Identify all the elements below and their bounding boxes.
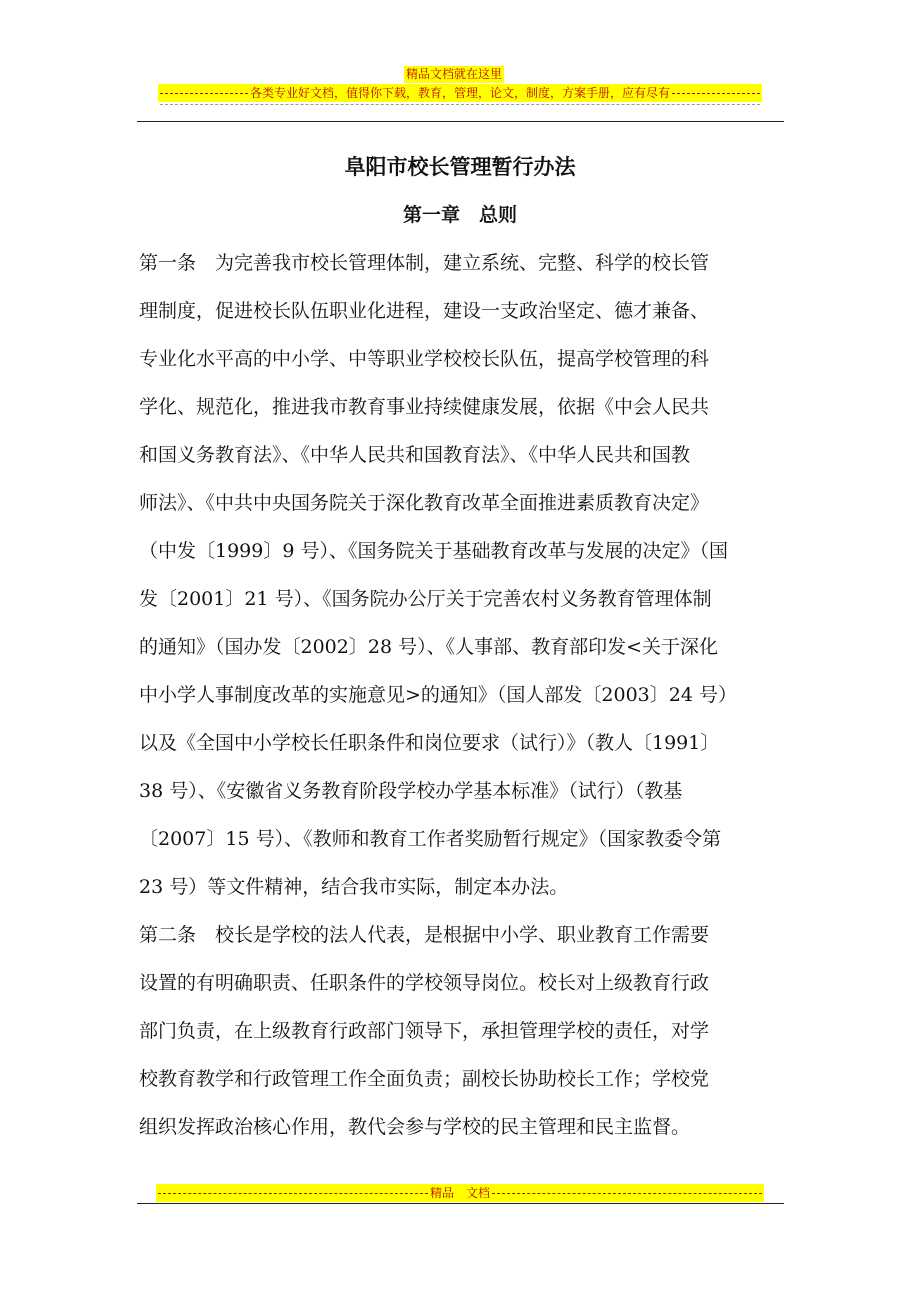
article-line: 第二条 校长是学校的法人代表，是根据中小学、职业教育工作需要 [139, 924, 710, 946]
footer-text: 精品 文档 [430, 1186, 491, 1200]
article-line: 38 号）、《安徽省义务教育阶段学校办学基本标准》（试行）（教基 [139, 780, 683, 802]
article-line: 专业化水平高的中小学、中等职业学校校长队伍，提高学校管理的科 [139, 348, 710, 370]
article-line: 设置的有明确职责、任职条件的学校领导岗位。校长对上级教育行政 [139, 972, 710, 994]
header-rule [137, 121, 784, 122]
footer-dash-right [492, 1193, 762, 1194]
article-2 [139, 920, 785, 1160]
footer-rule [137, 1203, 784, 1204]
footer-banner [156, 1184, 764, 1202]
article-line: 学化、规范化，推进我市教育事业持续健康发展，依据《中会人民共 [139, 396, 710, 418]
article-line: 理制度，促进校长队伍职业化进程，建设一支政治坚定、德才兼备、 [139, 300, 710, 322]
document-title: 阜阳市校长管理暂行办法 [344, 154, 576, 179]
banner-dash-left [160, 93, 248, 94]
article-line: 〔2007〕15 号）、《教师和教育工作者奖励暂行规定》（国家教委令第 [139, 828, 722, 850]
header-dashed-divider [160, 104, 760, 105]
footer-dash-left [158, 1193, 428, 1194]
chapter-heading: 第一章 总则 [402, 204, 517, 226]
article-line: 中小学人事制度改革的实施意见>的通知》（国人部发〔2003〕24 号） [139, 684, 737, 706]
header-top-label: 精品文档就在这里 [406, 67, 503, 81]
banner-dash-right [672, 93, 760, 94]
article-line: 发〔2001〕21 号）、《国务院办公厅关于完善农村义务教育管理体制 [139, 588, 712, 610]
article-line: （中发〔1999〕9 号）、《国务院关于基础教育改革与发展的决定》（国 [139, 540, 728, 562]
article-line: 校教育教学和行政管理工作全面负责；副校长协助校长工作；学校党 [139, 1068, 710, 1090]
article-line: 以及《全国中小学校长任职条件和岗位要求（试行）》（教人〔1991〕 [139, 732, 720, 754]
article-line: 部门负责，在上级教育行政部门领导下，承担管理学校的责任，对学 [139, 1020, 710, 1042]
article-line: 第一条 为完善我市校长管理体制，建立系统、完整、科学的校长管 [139, 252, 710, 274]
article-line: 23 号）等文件精神，结合我市实际，制定本办法。 [139, 876, 569, 898]
header-banner-text: 各类专业好文档，值得你下载，教育，管理，论文，制度，方案手册，应有尽有 [250, 86, 671, 100]
header-banner [158, 84, 762, 102]
article-line: 师法》、《中共中央国务院关于深化教育改革全面推进素质教育决定》 [139, 492, 710, 514]
article-line: 组织发挥政治核心作用，教代会参与学校的民主管理和民主监督。 [139, 1116, 691, 1138]
article-1 [139, 248, 785, 920]
article-line: 和国义务教育法》、《中华人民共和国教育法》、《中华人民共和国教 [139, 444, 691, 466]
article-line: 的通知》（国办发〔2002〕28 号）、《人事部、教育部印发<关于深化 [139, 636, 718, 658]
